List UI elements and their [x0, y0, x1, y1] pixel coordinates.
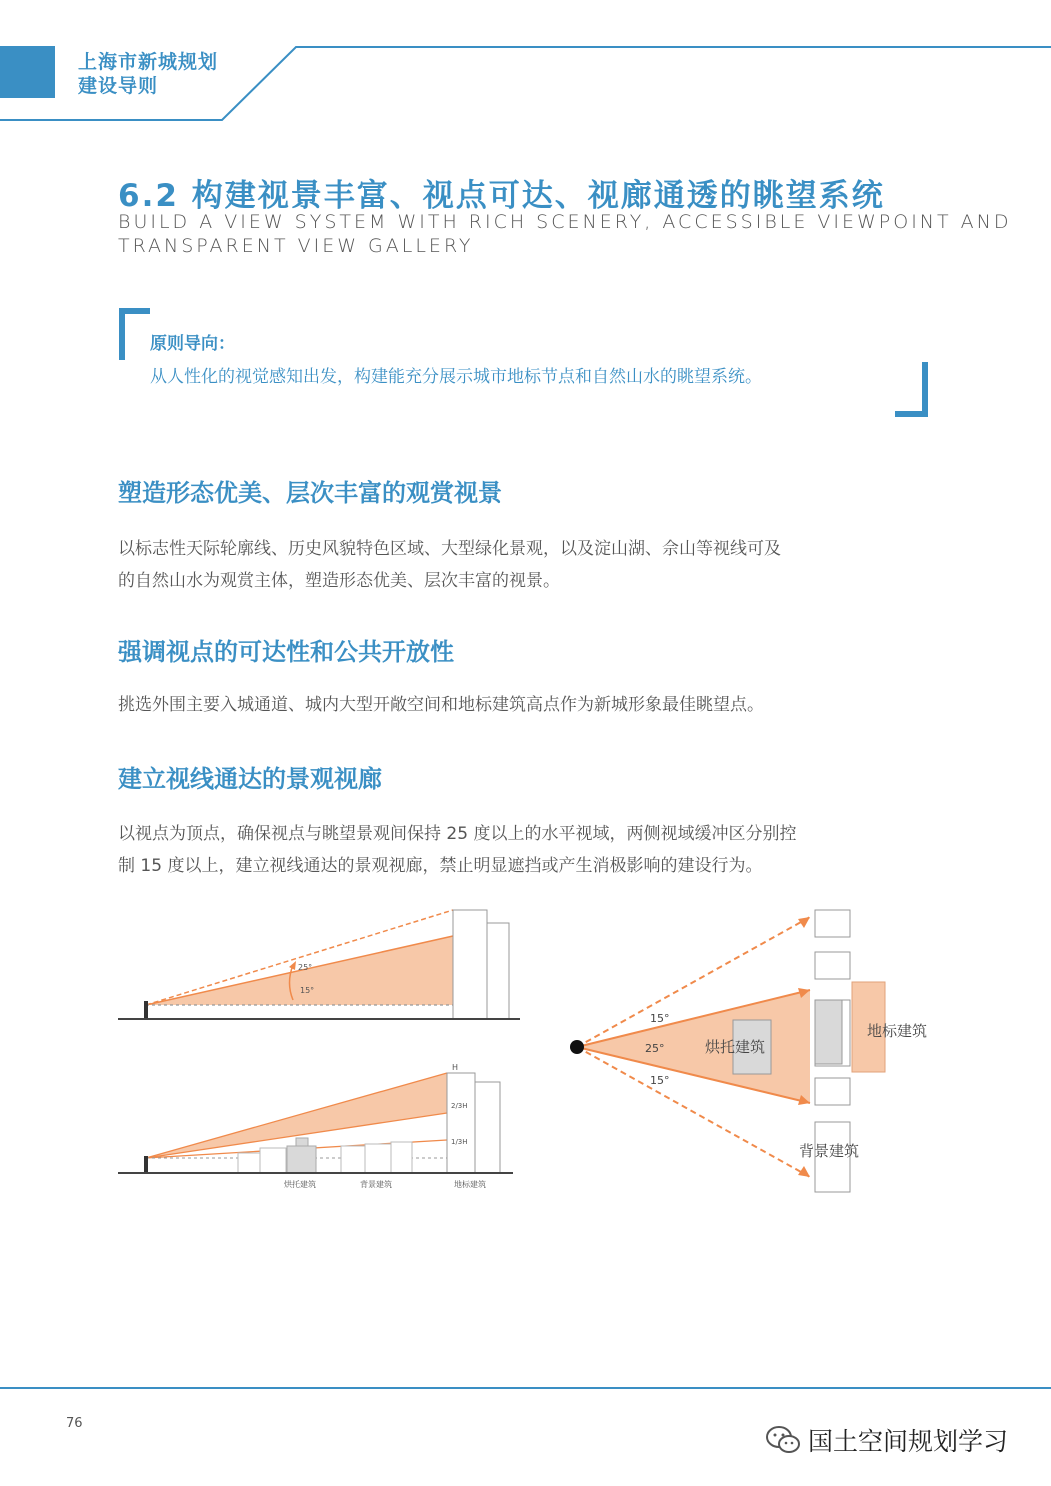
subsection-2-line-1: 挑选外围主要入城通道、城内大型开敞空间和地标建筑高点作为新城形象最佳眺望点。: [118, 695, 764, 715]
section-title: 6.2 构建视景丰富、视点可达、视廊通透的眺望系统: [118, 178, 885, 214]
background-block-1: [815, 910, 850, 937]
landmark-building: [453, 910, 487, 1019]
subsection-1-line-1: 以标志性天际轮廓线、历史风貌特色区域、大型绿化景观，以及淀山湖、佘山等视线可及: [118, 539, 781, 559]
page-number: 76: [66, 1416, 83, 1431]
header-title-line1: 上海市新城规划: [78, 51, 219, 73]
bracket-bottom-right: [895, 362, 925, 414]
subsection-1-line-2: 的自然山水为观赏主体，塑造形态优美、层次丰富的视景。: [118, 571, 560, 591]
landmark-building: [447, 1073, 475, 1173]
viewer-figure: [144, 1001, 148, 1019]
label-support-building: 烘托建筑: [705, 1038, 766, 1056]
footer-rule: [0, 1385, 1051, 1391]
angle-label-15: 15°: [300, 986, 315, 995]
principle-label: 原则导向：: [150, 334, 235, 354]
height-label-h: H: [452, 1063, 459, 1072]
angle-label-bottom: 15°: [650, 1074, 670, 1087]
plan-diagram: [555, 900, 950, 1200]
angle-label-25: 25°: [298, 963, 313, 972]
subsection-heading-2: 强调视点的可达性和公共开放性: [118, 638, 454, 666]
header-title-line2: 建设导则: [78, 75, 159, 97]
angle-arrowhead: [289, 961, 296, 970]
label-background-building: 背景建筑: [360, 1180, 392, 1189]
section-subtitle-line1: BUILD A VIEW SYSTEM WITH RICH SCENERY, ACCESSIBLE VIEWPOINT AND: [118, 211, 1012, 233]
landmark-building-annex: [487, 923, 509, 1019]
height-label-2-3h: 2/3H: [451, 1102, 468, 1110]
height-label-1-3h: 1/3H: [451, 1138, 468, 1146]
principle-text: 从人性化的视觉感知出发，构建能充分展示城市地标节点和自然山水的眺望系统。: [150, 367, 762, 387]
subsection-heading-3: 建立视线通达的景观视廊: [118, 765, 382, 793]
background-building-3: [341, 1146, 365, 1173]
background-building-1: [238, 1153, 260, 1173]
wechat-icon: [764, 1424, 804, 1456]
subsection-3-line-1: 以视点为顶点，确保视点与眺望景观间保持 25 度以上的水平视域，两侧视域缓冲区分别控: [118, 824, 797, 844]
landmark-building-annex: [475, 1082, 500, 1173]
angle-label-center: 25°: [645, 1042, 665, 1055]
subsection-heading-1: 塑造形态优美、层次丰富的观赏视景: [118, 479, 502, 507]
bracket-top-left: [122, 311, 150, 360]
label-landmark-building: 地标建筑: [867, 1022, 928, 1040]
background-building-5: [391, 1142, 412, 1173]
angle-label-top: 15°: [650, 1012, 670, 1025]
subsection-3-line-2: 制 15 度以上，建立视线通达的景观视廊，禁止明显遮挡或产生消极影响的建设行为。: [118, 856, 763, 876]
label-landmark-building: 地标建筑: [454, 1180, 486, 1189]
view-cone-fill: [577, 990, 810, 1103]
section-subtitle-line2: TRANSPARENT VIEW GALLERY: [118, 235, 474, 257]
label-support-building: 烘托建筑: [284, 1180, 316, 1189]
background-block-3: [815, 1078, 850, 1105]
viewpoint-dot: [570, 1040, 584, 1054]
section-diagram-1: [110, 895, 530, 1030]
background-building-2: [260, 1148, 286, 1173]
support-building: [287, 1146, 316, 1173]
viewer-figure: [144, 1156, 148, 1173]
watermark-text: 国土空间规划学习: [808, 1427, 1009, 1456]
landmark-core: [815, 1000, 842, 1064]
support-building-top: [296, 1138, 308, 1146]
background-building-4: [365, 1144, 391, 1173]
background-block-2: [815, 952, 850, 979]
section-diagram-2: [110, 1052, 530, 1197]
label-background-building: 背景建筑: [799, 1142, 860, 1160]
